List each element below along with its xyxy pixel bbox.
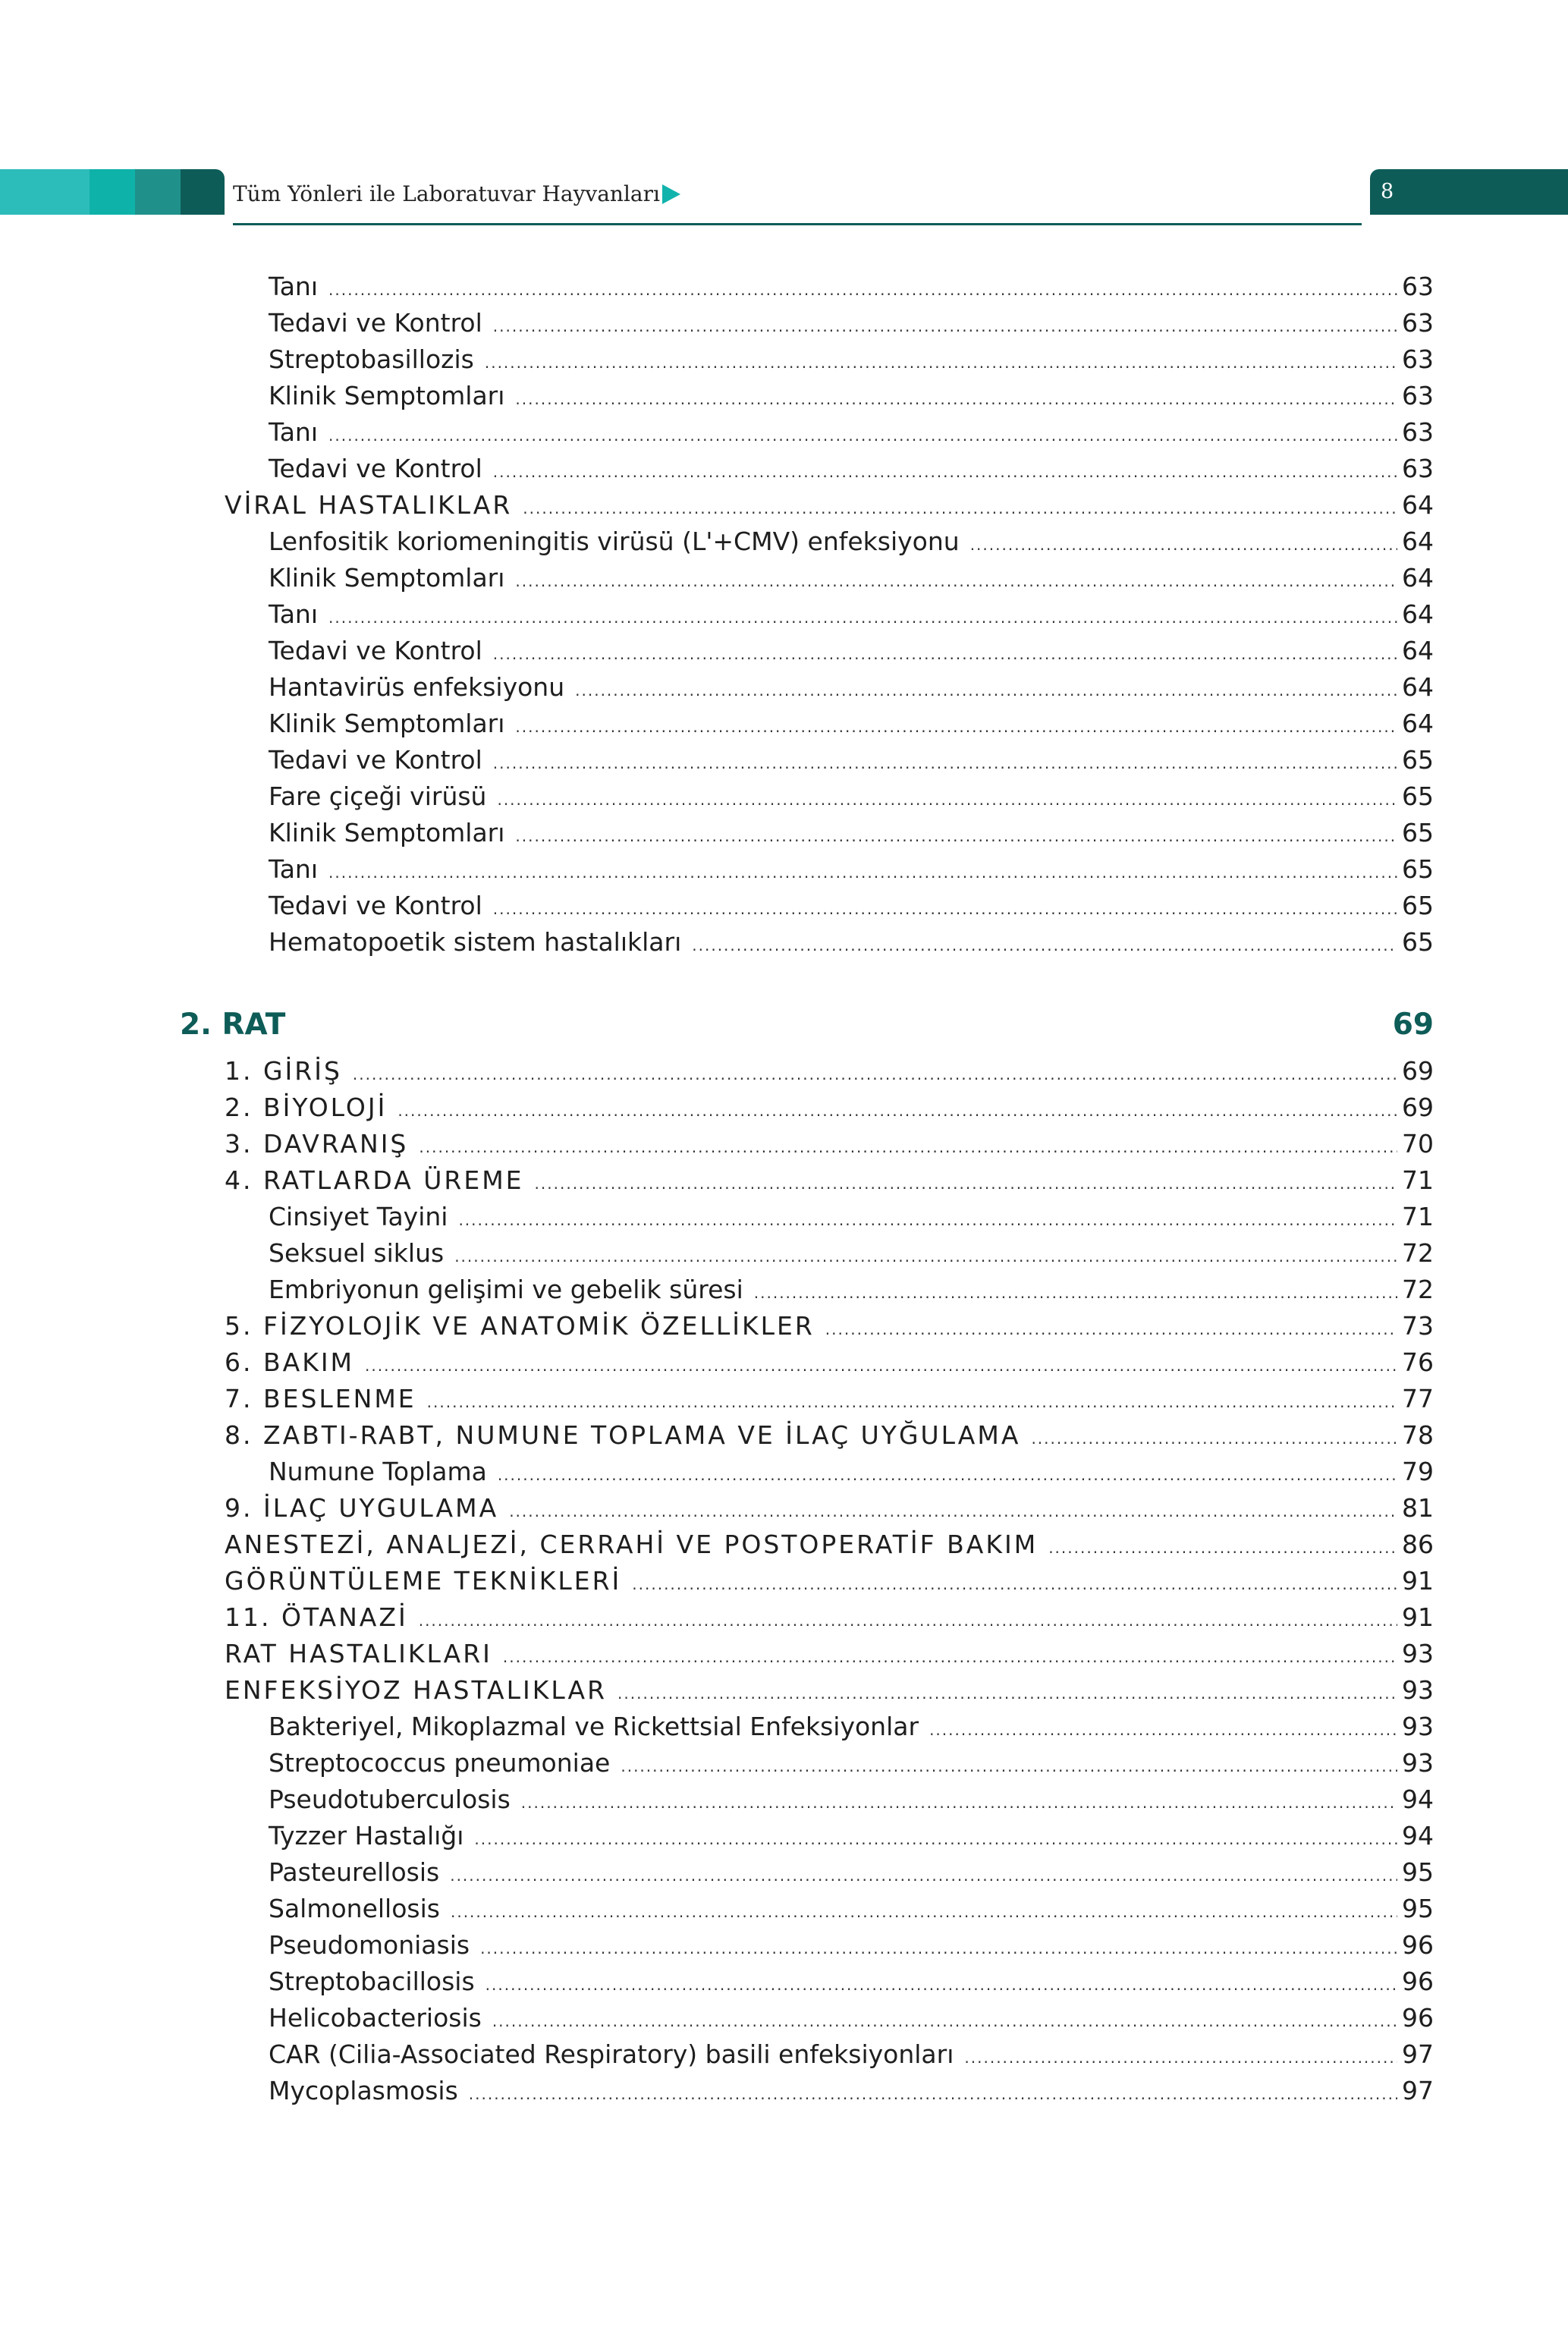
toc-entry[interactable]: [269, 1929, 1434, 1962]
toc-entry[interactable]: [269, 1237, 1434, 1270]
header-block-1: [0, 169, 90, 215]
chapter-title: 2. RAT: [180, 1008, 286, 1042]
toc-entry[interactable]: [269, 744, 1434, 777]
toc-entry-page: 69: [1402, 1056, 1434, 1086]
toc-entry-title: Bakteriyel, Mikoplazmal ve Rickettsial Enfeksiyonlar: [269, 1712, 919, 1741]
toc-leader-dots: [632, 1567, 1397, 1601]
toc-entry-title: Klinik Semptomları: [269, 709, 505, 738]
toc-entry-title: Tanı: [269, 417, 319, 447]
toc-entry[interactable]: [269, 1965, 1434, 1998]
toc-leader-dots: [450, 1859, 1397, 1892]
toc-entry-title: Helicobacteriosis: [269, 2003, 482, 2033]
toc-entry-page: 94: [1402, 1821, 1434, 1850]
toc-entry-title: Seksuel siklus: [269, 1238, 445, 1268]
toc-leader-dots: [929, 1713, 1397, 1747]
toc-entry[interactable]: [225, 1528, 1434, 1561]
toc-entry-page: 94: [1402, 1784, 1434, 1814]
toc-entry-page: 91: [1402, 1602, 1434, 1632]
toc-entry-page: 95: [1402, 1894, 1434, 1923]
toc-entry[interactable]: [269, 561, 1434, 595]
toc-entry[interactable]: [225, 1419, 1434, 1452]
toc-leader-dots: [825, 1313, 1397, 1346]
toc-entry-title: 5. FİZYOLOJİK VE ANATOMİK ÖZELLİKLER: [225, 1311, 815, 1341]
toc-leader-dots: [353, 1058, 1397, 1091]
toc-leader-dots: [509, 1495, 1397, 1528]
toc-leader-dots: [480, 1932, 1397, 1965]
toc-entry-page: 63: [1402, 272, 1434, 301]
toc-entry-title: Tanı: [269, 599, 319, 629]
toc-entry[interactable]: [225, 1091, 1434, 1124]
toc-entry[interactable]: [269, 1892, 1434, 1926]
header-color-blocks: [0, 169, 225, 215]
toc-entry[interactable]: [269, 926, 1434, 959]
toc-entry[interactable]: [225, 1637, 1434, 1671]
toc-entry-page: 69: [1402, 1093, 1434, 1122]
toc-entry-page: 97: [1402, 2039, 1434, 2069]
toc-entry-page: 63: [1402, 308, 1434, 338]
header-rule: [233, 223, 1362, 225]
toc-leader-dots: [397, 1094, 1397, 1127]
toc-entry-title: ENFEKSİYOZ HASTALIKLAR: [225, 1675, 608, 1705]
toc-leader-dots: [493, 747, 1397, 780]
toc-entry-page: 64: [1402, 563, 1434, 593]
toc-entry-title: ANESTEZİ, ANALJEZİ, CERRAHİ VE POSTOPERATİF BAKIM: [225, 1530, 1039, 1559]
toc-entry-page: 65: [1402, 927, 1434, 957]
toc-leader-dots: [521, 1786, 1397, 1819]
toc-entry-page: 96: [1402, 1967, 1434, 1996]
toc-entry-title: Klinik Semptomları: [269, 818, 505, 847]
toc-entry-page: 65: [1402, 781, 1434, 811]
toc-entry-title: Lenfositik koriomeningitis virüsü (L'+CMV) enfeksiyonu: [269, 527, 960, 556]
toc-entry-title: Salmonellosis: [269, 1894, 440, 1923]
toc-entry-title: 8. ZABTI-RABT, NUMUNE TOPLAMA VE İLAÇ UYĞULAMA: [225, 1420, 1021, 1450]
toc-entry[interactable]: [269, 2038, 1434, 2071]
toc-leader-dots: [493, 892, 1397, 926]
toc-leader-dots: [497, 783, 1397, 816]
toc-leader-dots: [621, 1750, 1397, 1783]
toc-leader-dots: [970, 528, 1397, 561]
toc-leader-dots: [328, 419, 1397, 452]
toc-leader-dots: [458, 1203, 1397, 1237]
toc-leader-dots: [485, 1968, 1397, 2001]
toc-entry-title: 1. GİRİŞ: [225, 1056, 342, 1086]
toc-entry-title: Numune Toplama: [269, 1457, 487, 1486]
toc-entry-page: 78: [1402, 1420, 1434, 1450]
toc-entry[interactable]: [225, 1127, 1434, 1161]
toc-entry-title: 9. İLAÇ UYGULAMA: [225, 1493, 499, 1523]
toc-entry[interactable]: [269, 1747, 1434, 1780]
toc-entry[interactable]: [269, 2074, 1434, 2108]
toc-entry[interactable]: [225, 1164, 1434, 1197]
toc-leader-dots: [328, 273, 1397, 307]
toc-entry[interactable]: [269, 1819, 1434, 1853]
toc-leader-dots: [515, 382, 1397, 416]
toc-leader-dots: [328, 601, 1397, 634]
toc-entry-page: 64: [1402, 636, 1434, 665]
book-title: Tüm Yönleri ile Laboratuvar Hayvanları: [233, 181, 660, 206]
toc-entry[interactable]: [269, 634, 1434, 668]
toc-leader-dots: [365, 1349, 1397, 1382]
toc-entry-title: Fare çiçeği virüsü: [269, 781, 487, 811]
toc-entry[interactable]: [269, 780, 1434, 813]
toc-leader-dots: [419, 1130, 1397, 1164]
toc-entry-page: 71: [1402, 1202, 1434, 1231]
toc-entry-title: Embriyonun gelişimi ve gebelik süresi: [269, 1275, 743, 1304]
toc-entry-title: Tedavi ve Kontrol: [269, 636, 482, 665]
toc-entry-page: 64: [1402, 490, 1434, 520]
toc-entry-title: Cinsiyet Tayini: [269, 1202, 448, 1231]
toc-entry-page: 64: [1402, 709, 1434, 738]
toc-leader-dots: [493, 637, 1397, 671]
toc-entry-page: 63: [1402, 381, 1434, 410]
toc-entry-page: 63: [1402, 344, 1434, 374]
toc-entry-title: Hantavirüs enfeksiyonu: [269, 672, 565, 702]
toc-entry-title: 11. ÖTANAZİ: [225, 1602, 408, 1632]
toc-entry-title: CAR (Cilia-Associated Respiratory) basili enfeksiyonları: [269, 2039, 954, 2069]
toc-entry-page: 81: [1402, 1493, 1434, 1523]
toc-entry-title: 4. RATLARDA ÜREME: [225, 1165, 524, 1195]
toc-entry-title: 7. BESLENME: [225, 1384, 416, 1413]
toc-entry-title: Tedavi ve Kontrol: [269, 891, 482, 920]
chapter-heading[interactable]: [180, 1006, 1434, 1044]
toc-entry[interactable]: [225, 1601, 1434, 1634]
toc-leader-dots: [469, 2077, 1397, 2111]
toc-entry[interactable]: [225, 489, 1434, 522]
toc-entry[interactable]: [269, 1783, 1434, 1816]
toc-leader-dots: [1031, 1422, 1397, 1455]
toc-entry-page: 65: [1402, 818, 1434, 847]
toc-entry[interactable]: [269, 853, 1434, 886]
toc-entry-title: RAT HASTALIKLARI: [225, 1639, 492, 1668]
toc-entry-page: 91: [1402, 1566, 1434, 1596]
toc-entry-page: 64: [1402, 599, 1434, 629]
toc-entry-title: Tedavi ve Kontrol: [269, 454, 482, 483]
toc-entry[interactable]: [269, 1856, 1434, 1889]
toc-entry[interactable]: [269, 1710, 1434, 1744]
toc-entry-page: 73: [1402, 1311, 1434, 1341]
toc-leader-dots: [493, 310, 1397, 343]
toc-leader-dots: [523, 492, 1397, 525]
toc-entry-page: 76: [1402, 1347, 1434, 1377]
toc-entry[interactable]: [269, 889, 1434, 923]
toc-leader-dots: [515, 710, 1397, 744]
toc-entry-page: 96: [1402, 1930, 1434, 1960]
toc-entry[interactable]: [269, 525, 1434, 558]
toc-entry-page: 93: [1402, 1639, 1434, 1668]
toc-leader-dots: [1048, 1531, 1397, 1564]
toc-entry-page: 63: [1402, 417, 1434, 447]
toc-entry[interactable]: [269, 671, 1434, 704]
toc-leader-dots: [419, 1604, 1397, 1637]
toc-leader-dots: [503, 1640, 1397, 1674]
toc-entry[interactable]: [225, 1310, 1434, 1343]
toc-entry[interactable]: [225, 1564, 1434, 1598]
toc-entry[interactable]: [269, 270, 1434, 303]
toc-leader-dots: [575, 674, 1397, 707]
toc-leader-dots: [964, 2041, 1397, 2074]
toc-entry-page: 95: [1402, 1857, 1434, 1887]
toc-entry-page: 93: [1402, 1712, 1434, 1741]
toc-entry-title: Pseudotuberculosis: [269, 1784, 511, 1814]
toc-entry-page: 64: [1402, 672, 1434, 702]
header-block-3: [135, 169, 181, 215]
toc-entry-title: Klinik Semptomları: [269, 381, 505, 410]
toc-entry-title: Streptobasillozis: [269, 344, 474, 374]
toc-entry-title: VİRAL HASTALIKLAR: [225, 490, 513, 520]
toc-entry[interactable]: [269, 2001, 1434, 2035]
header-block-4: [181, 169, 225, 215]
toc-leader-dots: [427, 1385, 1397, 1419]
toc-leader-dots: [498, 1458, 1397, 1492]
toc-entry-page: 77: [1402, 1384, 1434, 1413]
toc-leader-dots: [454, 1240, 1397, 1273]
toc-entry[interactable]: [269, 707, 1434, 741]
toc-leader-dots: [485, 346, 1397, 379]
toc-entry-page: 70: [1402, 1129, 1434, 1159]
toc-leader-dots: [754, 1276, 1397, 1310]
play-arrow-icon: [662, 184, 680, 204]
toc-entry-page: 72: [1402, 1275, 1434, 1304]
toc-entry-title: Pasteurellosis: [269, 1857, 440, 1887]
toc-entry-title: Hematopoetik sistem hastalıkları: [269, 927, 682, 957]
toc-entry-title: Streptobacillosis: [269, 1967, 475, 1996]
page-number: 8: [1370, 169, 1568, 215]
toc-entry-page: 65: [1402, 745, 1434, 775]
chapter-page: 69: [1392, 1008, 1434, 1042]
toc-entry[interactable]: [225, 1055, 1434, 1088]
toc-leader-dots: [474, 1822, 1397, 1856]
toc-entry-title: Tedavi ve Kontrol: [269, 745, 482, 775]
toc-entry-title: Tanı: [269, 272, 319, 301]
toc-entry-title: 6. BAKIM: [225, 1347, 355, 1377]
toc-leader-dots: [535, 1167, 1397, 1200]
toc-entry-title: Tedavi ve Kontrol: [269, 308, 482, 338]
header-block-2: [90, 169, 135, 215]
toc-entry[interactable]: [269, 1200, 1434, 1234]
toc-entry-page: 79: [1402, 1457, 1434, 1486]
toc-entry-title: Mycoplasmosis: [269, 2076, 458, 2105]
toc-entry[interactable]: [225, 1674, 1434, 1707]
toc-entry-page: 96: [1402, 2003, 1434, 2033]
toc-entry-title: 2. BİYOLOJİ: [225, 1093, 388, 1122]
toc-leader-dots: [451, 1895, 1397, 1929]
toc-entry-title: Klinik Semptomları: [269, 563, 505, 593]
toc-entry-title: Tanı: [269, 854, 319, 884]
toc-entry[interactable]: [269, 379, 1434, 413]
toc-entry[interactable]: [269, 452, 1434, 486]
toc-entry-page: 65: [1402, 891, 1434, 920]
toc-entry-title: Pseudomoniasis: [269, 1930, 470, 1960]
toc-entry-page: 71: [1402, 1165, 1434, 1195]
toc-entry-page: 72: [1402, 1238, 1434, 1268]
toc-entry-page: 97: [1402, 2076, 1434, 2105]
toc-leader-dots: [515, 564, 1397, 598]
toc-entry[interactable]: [269, 816, 1434, 850]
toc-entry[interactable]: [269, 1273, 1434, 1306]
toc-entry-page: 65: [1402, 854, 1434, 884]
toc-entry[interactable]: [269, 307, 1434, 340]
toc-entry-page: 93: [1402, 1748, 1434, 1778]
toc-entry-title: Tyzzer Hastalığı: [269, 1821, 464, 1850]
toc-entry-page: 86: [1402, 1530, 1434, 1559]
toc-leader-dots: [492, 2005, 1397, 2038]
toc-leader-dots: [515, 819, 1397, 853]
toc-entry-page: 64: [1402, 527, 1434, 556]
toc-leader-dots: [692, 929, 1397, 962]
toc-entry[interactable]: [269, 1455, 1434, 1489]
toc-entry-title: Streptococcus pneumoniae: [269, 1748, 611, 1778]
toc-entry[interactable]: [269, 416, 1434, 449]
toc-entry-page: 93: [1402, 1675, 1434, 1705]
toc-entry[interactable]: [225, 1346, 1434, 1379]
toc-leader-dots: [617, 1677, 1397, 1710]
toc-entry-title: GÖRÜNTÜLEME TEKNİKLERİ: [225, 1566, 622, 1596]
toc-entry[interactable]: [269, 343, 1434, 376]
toc-leader-dots: [328, 856, 1397, 889]
toc-entry-title: 3. DAVRANIŞ: [225, 1129, 409, 1159]
toc-leader-dots: [493, 455, 1397, 489]
toc-entry[interactable]: [225, 1492, 1434, 1525]
toc-entry-page: 63: [1402, 454, 1434, 483]
toc-entry[interactable]: [269, 598, 1434, 631]
toc-entry[interactable]: [225, 1382, 1434, 1416]
